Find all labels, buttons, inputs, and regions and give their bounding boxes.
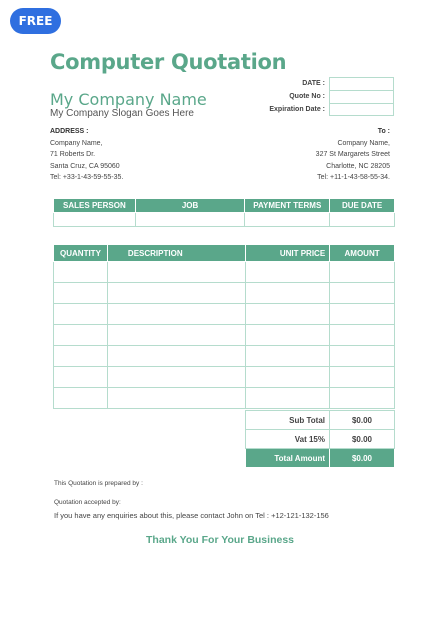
document-title: Computer Quotation [50,50,287,74]
amount-cell[interactable] [330,325,395,346]
expiration-label: Expiration Date : [269,106,325,113]
terms-table [53,198,395,227]
total-value[interactable]: $0.00 [330,449,395,468]
unit-price-cell[interactable] [245,262,330,283]
quote-no-label: Quote No : [289,93,325,100]
table-row [54,304,395,325]
job-header: JOB [135,199,245,213]
amount-cell[interactable] [330,367,395,388]
from-line: Company Name, [50,139,103,147]
terms-header-row [54,199,395,213]
job-cell[interactable] [135,213,245,227]
description-cell[interactable] [107,283,245,304]
amount-cell[interactable] [330,346,395,367]
subtotal-label: Sub Total [246,411,330,430]
from-address [50,126,123,184]
due-date-cell[interactable] [330,213,395,227]
description-cell[interactable] [107,325,245,346]
table-row [54,283,395,304]
enquiries-text: If you have any enquiries about this, please contact John on Tel : +12-121-132-156 [54,511,329,520]
amount-cell[interactable] [330,262,395,283]
table-row [54,367,395,388]
free-badge[interactable]: FREE [10,8,61,34]
amount-cell[interactable] [330,283,395,304]
sales-person-cell[interactable] [54,213,136,227]
items-table [53,244,395,409]
quantity-cell[interactable] [54,283,108,304]
company-slogan: My Company Slogan Goes Here [50,108,194,119]
description-cell[interactable] [107,304,245,325]
unit-price-cell[interactable] [245,325,330,346]
from-line: Santa Cruz, CA 95060 [50,162,120,170]
quantity-cell[interactable] [54,262,108,283]
description-cell[interactable] [107,367,245,388]
totals-table [245,410,395,468]
unit-price-cell[interactable] [245,304,330,325]
description-cell[interactable] [107,262,245,283]
date-field[interactable] [329,77,394,90]
description-cell[interactable] [107,388,245,409]
table-row [54,325,395,346]
quantity-cell[interactable] [54,325,108,346]
description-cell[interactable] [107,346,245,367]
to-line: 327 St Margarets Street [315,151,390,158]
payment-terms-header: PAYMENT TERMS [245,199,330,213]
from-line: 71 Roberts Dr. [50,151,96,158]
subtotal-value[interactable]: $0.00 [330,411,395,430]
sales-person-header: SALES PERSON [54,199,136,213]
due-date-header: DUE DATE [330,199,395,213]
quote-no-field[interactable] [329,90,394,103]
unit-price-cell[interactable] [245,283,330,304]
unit-price-cell[interactable] [245,367,330,388]
table-row [54,262,395,283]
to-line: Tel: +11-1-43-58-55-34. [317,174,390,181]
from-heading: ADDRESS : [50,128,89,135]
company-name: My Company Name [50,90,207,109]
quantity-cell[interactable] [54,367,108,388]
quantity-cell[interactable] [54,304,108,325]
expiration-row [269,103,394,116]
accepted-by-text: Quotation accepted by: [54,499,121,506]
quote-no-row [269,90,394,103]
quantity-header: QUANTITY [54,245,108,262]
to-line: Company Name, [337,139,390,147]
to-heading: To : [377,128,390,135]
payment-terms-cell[interactable] [245,213,330,227]
to-line: Charlotte, NC 28205 [326,162,390,170]
unit-price-cell[interactable] [245,346,330,367]
quantity-cell[interactable] [54,388,108,409]
prepared-by-text: This Quotation is prepared by : [54,480,143,487]
vat-value[interactable]: $0.00 [330,430,395,449]
vat-row [246,430,395,449]
quote-meta [269,77,394,116]
table-row [54,388,395,409]
from-line: Tel: +33-1-43-59-55-35. [50,174,124,181]
quantity-cell[interactable] [54,346,108,367]
total-row [246,449,395,468]
terms-row [54,213,395,227]
items-header-row [54,245,395,262]
unit-price-header: UNIT PRICE [245,245,330,262]
table-row [54,346,395,367]
amount-cell[interactable] [330,388,395,409]
vat-label: Vat 15% [246,430,330,449]
amount-cell[interactable] [330,304,395,325]
expiration-field[interactable] [329,103,394,116]
description-header: DESCRIPTION [107,245,245,262]
date-label: DATE : [302,80,325,87]
date-row [269,77,394,90]
thank-you-text: Thank You For Your Business [146,534,294,546]
subtotal-row [246,411,395,430]
total-label: Total Amount [246,449,330,468]
amount-header: AMOUNT [330,245,395,262]
unit-price-cell[interactable] [245,388,330,409]
to-address [316,126,390,184]
